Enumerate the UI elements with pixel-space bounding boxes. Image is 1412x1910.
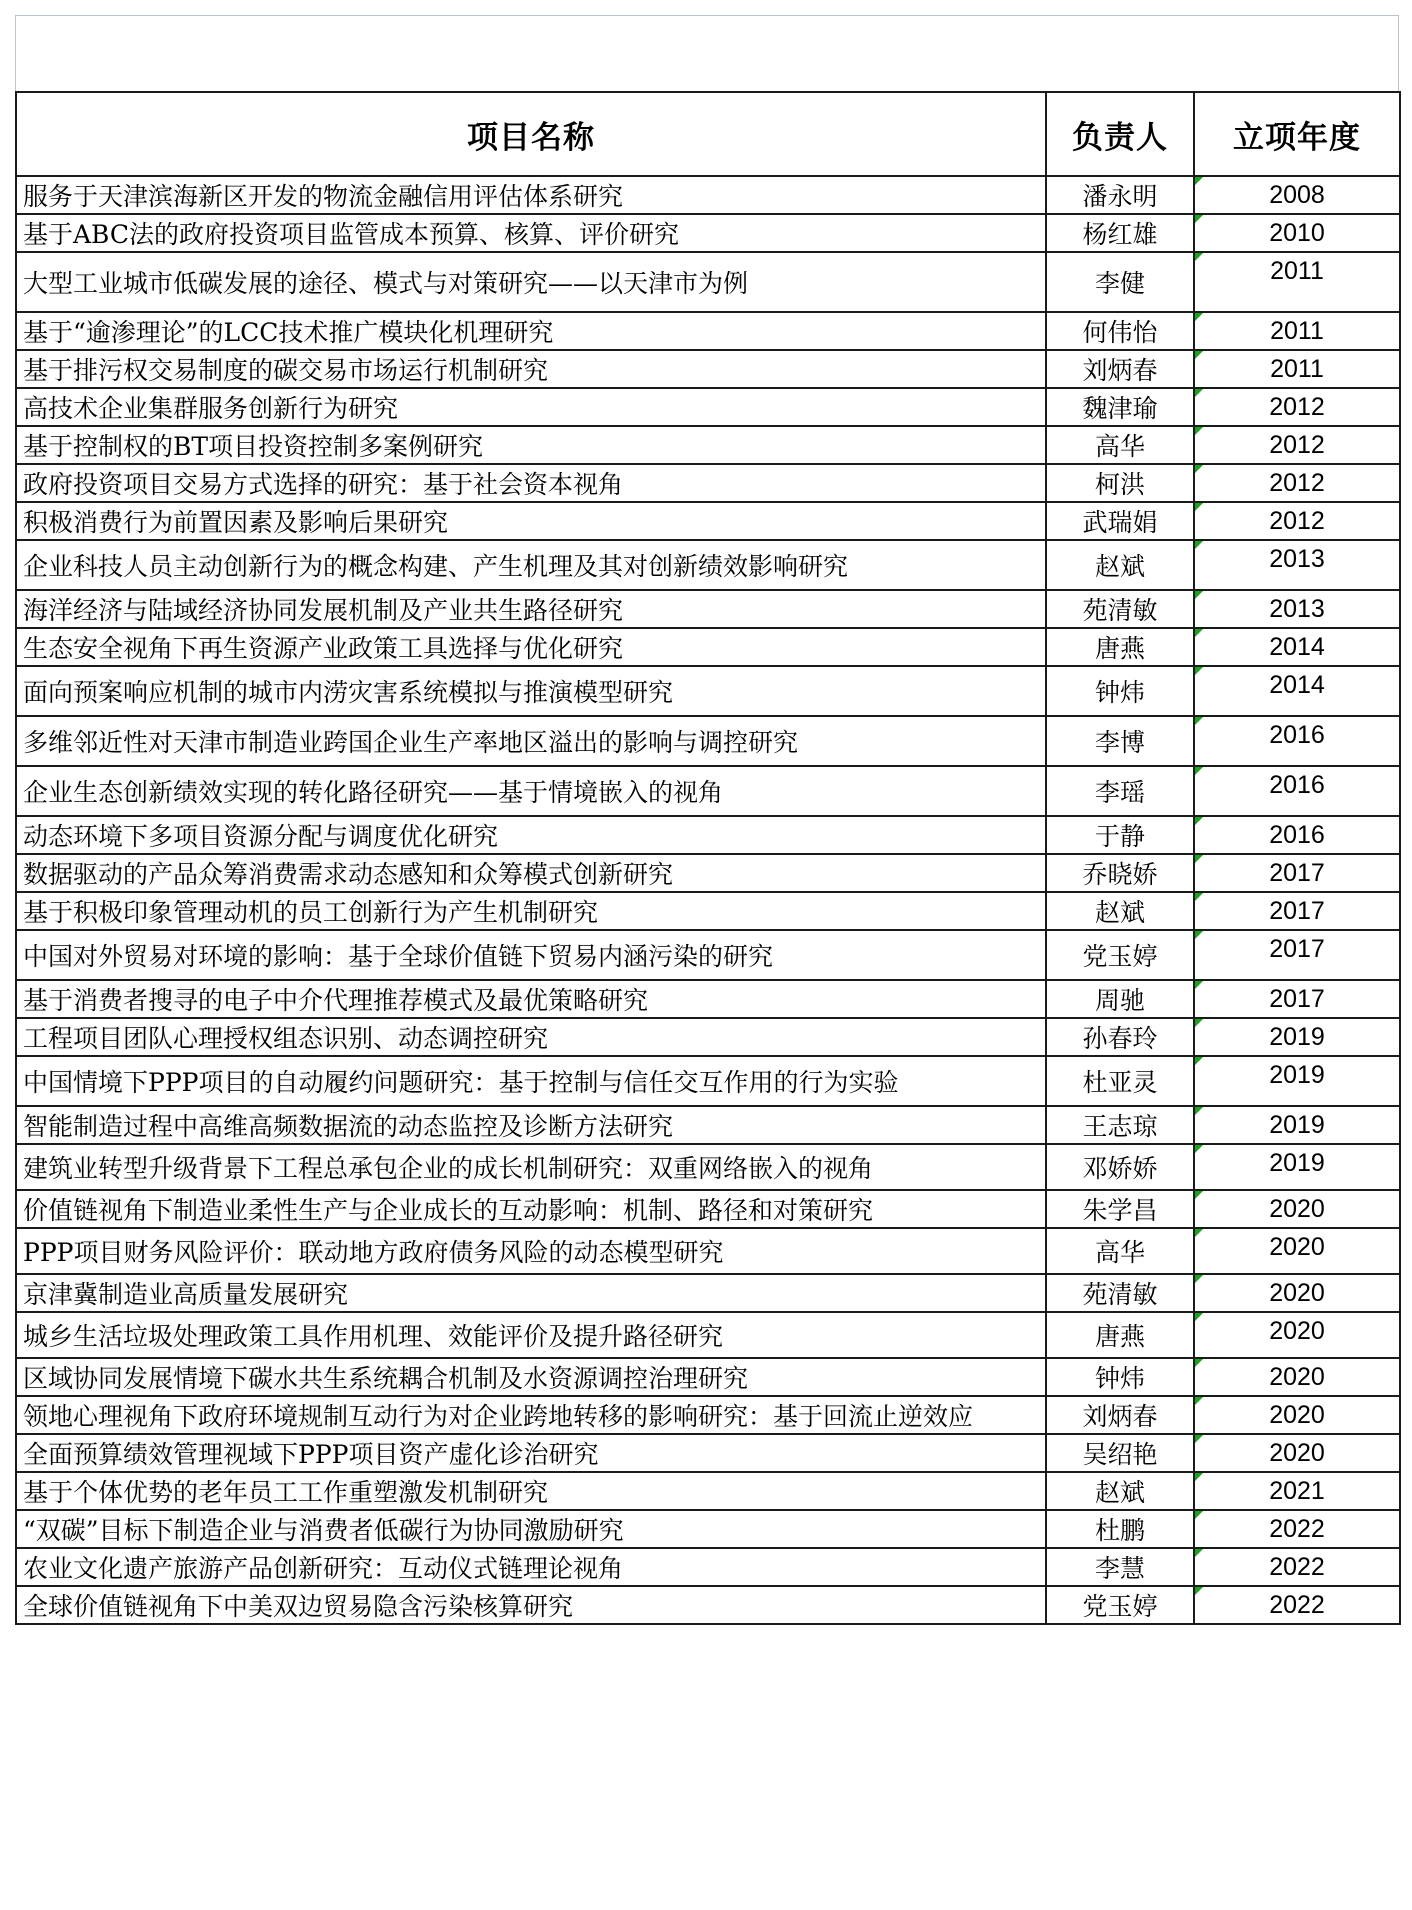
table-row <box>16 892 1400 930</box>
year-cell[interactable] <box>1194 892 1400 930</box>
year-cell[interactable] <box>1194 766 1400 816</box>
year-cell[interactable] <box>1194 426 1400 464</box>
table-row <box>16 252 1400 312</box>
table-row <box>16 312 1400 350</box>
table-row <box>16 930 1400 980</box>
year-cell[interactable] <box>1194 540 1400 590</box>
year-value: 2020 <box>1269 1439 1325 1467</box>
number-as-text-indicator-icon <box>1195 1019 1203 1027</box>
table-row <box>16 1396 1400 1434</box>
year-value: 2014 <box>1269 671 1325 699</box>
person-in-charge-cell[interactable]: 高华 <box>1046 426 1194 464</box>
year-cell[interactable] <box>1194 1510 1400 1548</box>
table-row <box>16 1144 1400 1190</box>
number-as-text-indicator-icon <box>1195 541 1203 549</box>
table-row <box>16 502 1400 540</box>
table-row <box>16 1228 1400 1274</box>
person-in-charge-cell[interactable]: 唐燕 <box>1046 628 1194 666</box>
year-cell[interactable] <box>1194 1056 1400 1106</box>
person-in-charge-cell[interactable]: 钟炜 <box>1046 1358 1194 1396</box>
project-name-cell[interactable]: 基于ABC法的政府投资项目监管成本预算、核算、评价研究 <box>16 214 1046 252</box>
person-in-charge-cell[interactable]: 乔晓娇 <box>1046 854 1194 892</box>
year-value: 2020 <box>1269 1363 1325 1391</box>
number-as-text-indicator-icon <box>1195 503 1203 511</box>
project-table <box>15 91 1401 1625</box>
year-cell[interactable] <box>1194 980 1400 1018</box>
project-name-cell[interactable]: 海洋经济与陆域经济协同发展机制及产业共生路径研究 <box>16 590 1046 628</box>
table-row <box>16 1434 1400 1472</box>
number-as-text-indicator-icon <box>1195 1435 1203 1443</box>
header-year: 立项年度 <box>1194 92 1400 176</box>
year-value: 2020 <box>1269 1317 1325 1345</box>
number-as-text-indicator-icon <box>1195 427 1203 435</box>
person-in-charge-cell[interactable]: 高华 <box>1046 1228 1194 1274</box>
number-as-text-indicator-icon <box>1195 177 1203 185</box>
year-value: 2010 <box>1269 219 1325 247</box>
year-value: 2019 <box>1269 1061 1325 1089</box>
year-value: 2022 <box>1269 1553 1325 1581</box>
year-cell[interactable] <box>1194 1274 1400 1312</box>
year-cell[interactable] <box>1194 1358 1400 1396</box>
number-as-text-indicator-icon <box>1195 1313 1203 1321</box>
person-in-charge-cell[interactable]: 潘永明 <box>1046 176 1194 214</box>
person-in-charge-cell[interactable]: 杜亚灵 <box>1046 1056 1194 1106</box>
person-in-charge-cell[interactable]: 赵斌 <box>1046 892 1194 930</box>
table-row <box>16 666 1400 716</box>
table-row <box>16 1190 1400 1228</box>
table-row <box>16 214 1400 252</box>
year-value: 2022 <box>1269 1515 1325 1543</box>
person-in-charge-cell[interactable]: 李瑶 <box>1046 766 1194 816</box>
project-name-cell[interactable]: 区域协同发展情境下碳水共生系统耦合机制及水资源调控治理研究 <box>16 1358 1046 1396</box>
person-in-charge-cell[interactable]: 武瑞娟 <box>1046 502 1194 540</box>
person-in-charge-cell[interactable]: 党玉婷 <box>1046 930 1194 980</box>
header-person-in-charge: 负责人 <box>1046 92 1194 176</box>
year-value: 2012 <box>1269 469 1325 497</box>
table-row <box>16 628 1400 666</box>
person-in-charge-cell[interactable]: 赵斌 <box>1046 1472 1194 1510</box>
year-value: 2020 <box>1269 1279 1325 1307</box>
year-value: 2016 <box>1269 821 1325 849</box>
year-value: 2017 <box>1269 859 1325 887</box>
year-cell[interactable] <box>1194 716 1400 766</box>
person-in-charge-cell[interactable]: 党玉婷 <box>1046 1586 1194 1624</box>
year-value: 2016 <box>1269 721 1325 749</box>
person-in-charge-cell[interactable]: 于静 <box>1046 816 1194 854</box>
project-name-cell[interactable]: 基于个体优势的老年员工工作重塑激发机制研究 <box>16 1472 1046 1510</box>
year-value: 2017 <box>1269 935 1325 963</box>
project-name-cell[interactable]: 中国对外贸易对环境的影响：基于全球价值链下贸易内涵污染的研究 <box>16 930 1046 980</box>
year-cell[interactable] <box>1194 1472 1400 1510</box>
year-cell[interactable] <box>1194 930 1400 980</box>
number-as-text-indicator-icon <box>1195 981 1203 989</box>
person-in-charge-cell[interactable]: 吴绍艳 <box>1046 1434 1194 1472</box>
number-as-text-indicator-icon <box>1195 931 1203 939</box>
year-value: 2012 <box>1269 393 1325 421</box>
number-as-text-indicator-icon <box>1195 1587 1203 1595</box>
table-body <box>16 176 1400 1624</box>
table-row <box>16 854 1400 892</box>
person-in-charge-cell[interactable]: 柯洪 <box>1046 464 1194 502</box>
number-as-text-indicator-icon <box>1195 1145 1203 1153</box>
project-name-cell[interactable]: 领地心理视角下政府环境规制互动行为对企业跨地转移的影响研究：基于回流止逆效应 <box>16 1396 1046 1434</box>
person-in-charge-cell[interactable]: 杜鹏 <box>1046 1510 1194 1548</box>
number-as-text-indicator-icon <box>1195 1359 1203 1367</box>
number-as-text-indicator-icon <box>1195 1229 1203 1237</box>
table-row <box>16 1510 1400 1548</box>
table-row <box>16 1106 1400 1144</box>
year-cell[interactable] <box>1194 628 1400 666</box>
table-row <box>16 1312 1400 1358</box>
number-as-text-indicator-icon <box>1195 629 1203 637</box>
year-cell[interactable] <box>1194 214 1400 252</box>
project-name-cell[interactable]: 城乡生活垃圾处理政策工具作用机理、效能评价及提升路径研究 <box>16 1312 1046 1358</box>
number-as-text-indicator-icon <box>1195 667 1203 675</box>
table-row <box>16 1586 1400 1624</box>
number-as-text-indicator-icon <box>1195 1397 1203 1405</box>
project-name-cell[interactable]: 面向预案响应机制的城市内涝灾害系统模拟与推演模型研究 <box>16 666 1046 716</box>
sheet-top-frame <box>15 15 1399 91</box>
year-value: 2008 <box>1269 181 1325 209</box>
number-as-text-indicator-icon <box>1195 253 1203 261</box>
person-in-charge-cell[interactable]: 周驰 <box>1046 980 1194 1018</box>
table-row <box>16 350 1400 388</box>
project-name-cell[interactable]: 生态安全视角下再生资源产业政策工具选择与优化研究 <box>16 628 1046 666</box>
header-project-name: 项目名称 <box>16 92 1046 176</box>
number-as-text-indicator-icon <box>1195 1057 1203 1065</box>
number-as-text-indicator-icon <box>1195 1549 1203 1557</box>
person-in-charge-cell[interactable]: 王志琼 <box>1046 1106 1194 1144</box>
year-cell[interactable] <box>1194 176 1400 214</box>
project-name-cell[interactable]: 智能制造过程中高维高频数据流的动态监控及诊断方法研究 <box>16 1106 1046 1144</box>
person-in-charge-cell[interactable]: 刘炳春 <box>1046 1396 1194 1434</box>
table-row <box>16 590 1400 628</box>
number-as-text-indicator-icon <box>1195 465 1203 473</box>
project-name-cell[interactable]: PPP项目财务风险评价：联动地方政府债务风险的动态模型研究 <box>16 1228 1046 1274</box>
project-name-cell[interactable]: 基于控制权的BT项目投资控制多案例研究 <box>16 426 1046 464</box>
year-cell[interactable] <box>1194 1190 1400 1228</box>
year-value: 2012 <box>1269 507 1325 535</box>
project-name-cell[interactable]: 京津冀制造业高质量发展研究 <box>16 1274 1046 1312</box>
year-cell[interactable] <box>1194 252 1400 312</box>
year-value: 2022 <box>1269 1591 1325 1619</box>
year-value: 2019 <box>1269 1023 1325 1051</box>
year-value: 2019 <box>1269 1149 1325 1177</box>
table-row <box>16 716 1400 766</box>
year-cell[interactable] <box>1194 854 1400 892</box>
project-name-cell[interactable]: 积极消费行为前置因素及影响后果研究 <box>16 502 1046 540</box>
year-cell[interactable] <box>1194 464 1400 502</box>
table-row <box>16 1056 1400 1106</box>
number-as-text-indicator-icon <box>1195 1107 1203 1115</box>
project-name-cell[interactable]: 动态环境下多项目资源分配与调度优化研究 <box>16 816 1046 854</box>
year-value: 2011 <box>1270 355 1324 383</box>
year-value: 2016 <box>1269 771 1325 799</box>
number-as-text-indicator-icon <box>1195 1275 1203 1283</box>
table-row <box>16 1358 1400 1396</box>
number-as-text-indicator-icon <box>1195 591 1203 599</box>
number-as-text-indicator-icon <box>1195 313 1203 321</box>
table-row <box>16 388 1400 426</box>
year-cell[interactable] <box>1194 666 1400 716</box>
year-value: 2019 <box>1269 1111 1325 1139</box>
number-as-text-indicator-icon <box>1195 855 1203 863</box>
person-in-charge-cell[interactable]: 李博 <box>1046 716 1194 766</box>
year-value: 2020 <box>1269 1233 1325 1261</box>
number-as-text-indicator-icon <box>1195 767 1203 775</box>
project-name-cell[interactable]: 农业文化遗产旅游产品创新研究：互动仪式链理论视角 <box>16 1548 1046 1586</box>
year-value: 2017 <box>1269 985 1325 1013</box>
project-name-cell[interactable]: 政府投资项目交易方式选择的研究：基于社会资本视角 <box>16 464 1046 502</box>
project-name-cell[interactable]: 基于消费者搜寻的电子中介代理推荐模式及最优策略研究 <box>16 980 1046 1018</box>
year-value: 2012 <box>1269 431 1325 459</box>
year-value: 2011 <box>1270 317 1324 345</box>
project-name-cell[interactable]: 建筑业转型升级背景下工程总承包企业的成长机制研究：双重网络嵌入的视角 <box>16 1144 1046 1190</box>
year-cell[interactable] <box>1194 1228 1400 1274</box>
project-name-cell[interactable]: 多维邻近性对天津市制造业跨国企业生产率地区溢出的影响与调控研究 <box>16 716 1046 766</box>
year-cell[interactable] <box>1194 1548 1400 1586</box>
year-value: 2020 <box>1269 1195 1325 1223</box>
year-value: 2020 <box>1269 1401 1325 1429</box>
year-cell[interactable] <box>1194 502 1400 540</box>
person-in-charge-cell[interactable]: 魏津瑜 <box>1046 388 1194 426</box>
year-value: 2013 <box>1269 595 1325 623</box>
number-as-text-indicator-icon <box>1195 1191 1203 1199</box>
person-in-charge-cell[interactable]: 何伟怡 <box>1046 312 1194 350</box>
person-in-charge-cell[interactable]: 孙春玲 <box>1046 1018 1194 1056</box>
number-as-text-indicator-icon <box>1195 389 1203 397</box>
project-name-cell[interactable]: 全球价值链视角下中美双边贸易隐含污染核算研究 <box>16 1586 1046 1624</box>
year-cell[interactable] <box>1194 1144 1400 1190</box>
project-name-cell[interactable]: 基于积极印象管理动机的员工创新行为产生机制研究 <box>16 892 1046 930</box>
number-as-text-indicator-icon <box>1195 1511 1203 1519</box>
year-value: 2013 <box>1269 545 1325 573</box>
year-cell[interactable] <box>1194 1106 1400 1144</box>
year-value: 2014 <box>1269 633 1325 661</box>
table-row <box>16 176 1400 214</box>
header-row <box>16 92 1400 176</box>
table-row <box>16 1018 1400 1056</box>
project-name-cell[interactable]: 价值链视角下制造业柔性生产与企业成长的互动影响：机制、路径和对策研究 <box>16 1190 1046 1228</box>
year-value: 2011 <box>1270 257 1324 285</box>
year-cell[interactable] <box>1194 590 1400 628</box>
project-name-cell[interactable]: 企业科技人员主动创新行为的概念构建、产生机理及其对创新绩效影响研究 <box>16 540 1046 590</box>
table-row <box>16 540 1400 590</box>
project-name-cell[interactable]: 基于“逾渗理论”的LCC技术推广模块化机理研究 <box>16 312 1046 350</box>
year-cell[interactable] <box>1194 312 1400 350</box>
table-row <box>16 1274 1400 1312</box>
table-row <box>16 1472 1400 1510</box>
project-name-cell[interactable]: 高技术企业集群服务创新行为研究 <box>16 388 1046 426</box>
person-in-charge-cell[interactable]: 杨红雄 <box>1046 214 1194 252</box>
number-as-text-indicator-icon <box>1195 215 1203 223</box>
person-in-charge-cell[interactable]: 唐燕 <box>1046 1312 1194 1358</box>
person-in-charge-cell[interactable]: 苑清敏 <box>1046 590 1194 628</box>
year-cell[interactable] <box>1194 1434 1400 1472</box>
project-name-cell[interactable]: 数据驱动的产品众筹消费需求动态感知和众筹模式创新研究 <box>16 854 1046 892</box>
table-row <box>16 980 1400 1018</box>
person-in-charge-cell[interactable]: 钟炜 <box>1046 666 1194 716</box>
project-name-cell[interactable]: “双碳”目标下制造企业与消费者低碳行为协同激励研究 <box>16 1510 1046 1548</box>
year-cell[interactable] <box>1194 1312 1400 1358</box>
number-as-text-indicator-icon <box>1195 717 1203 725</box>
project-name-cell[interactable]: 大型工业城市低碳发展的途径、模式与对策研究——以天津市为例 <box>16 252 1046 312</box>
number-as-text-indicator-icon <box>1195 893 1203 901</box>
number-as-text-indicator-icon <box>1195 817 1203 825</box>
project-name-cell[interactable]: 全面预算绩效管理视域下PPP项目资产虚化诊治研究 <box>16 1434 1046 1472</box>
project-name-cell[interactable]: 基于排污权交易制度的碳交易市场运行机制研究 <box>16 350 1046 388</box>
table-row <box>16 1548 1400 1586</box>
table-row <box>16 426 1400 464</box>
number-as-text-indicator-icon <box>1195 351 1203 359</box>
person-in-charge-cell[interactable]: 李健 <box>1046 252 1194 312</box>
project-name-cell[interactable]: 工程项目团队心理授权组态识别、动态调控研究 <box>16 1018 1046 1056</box>
person-in-charge-cell[interactable]: 李慧 <box>1046 1548 1194 1586</box>
person-in-charge-cell[interactable]: 朱学昌 <box>1046 1190 1194 1228</box>
person-in-charge-cell[interactable]: 刘炳春 <box>1046 350 1194 388</box>
project-name-cell[interactable]: 中国情境下PPP项目的自动履约问题研究：基于控制与信任交互作用的行为实验 <box>16 1056 1046 1106</box>
person-in-charge-cell[interactable]: 苑清敏 <box>1046 1274 1194 1312</box>
year-cell[interactable] <box>1194 350 1400 388</box>
person-in-charge-cell[interactable]: 赵斌 <box>1046 540 1194 590</box>
table-row <box>16 766 1400 816</box>
year-cell[interactable] <box>1194 1018 1400 1056</box>
project-name-cell[interactable]: 服务于天津滨海新区开发的物流金融信用评估体系研究 <box>16 176 1046 214</box>
year-cell[interactable] <box>1194 388 1400 426</box>
year-cell[interactable] <box>1194 1586 1400 1624</box>
person-in-charge-cell[interactable]: 邓娇娇 <box>1046 1144 1194 1190</box>
project-name-cell[interactable]: 企业生态创新绩效实现的转化路径研究——基于情境嵌入的视角 <box>16 766 1046 816</box>
number-as-text-indicator-icon <box>1195 1473 1203 1481</box>
table-row <box>16 816 1400 854</box>
table-row <box>16 464 1400 502</box>
year-value: 2017 <box>1269 897 1325 925</box>
year-cell[interactable] <box>1194 816 1400 854</box>
year-value: 2021 <box>1269 1477 1325 1505</box>
year-cell[interactable] <box>1194 1396 1400 1434</box>
